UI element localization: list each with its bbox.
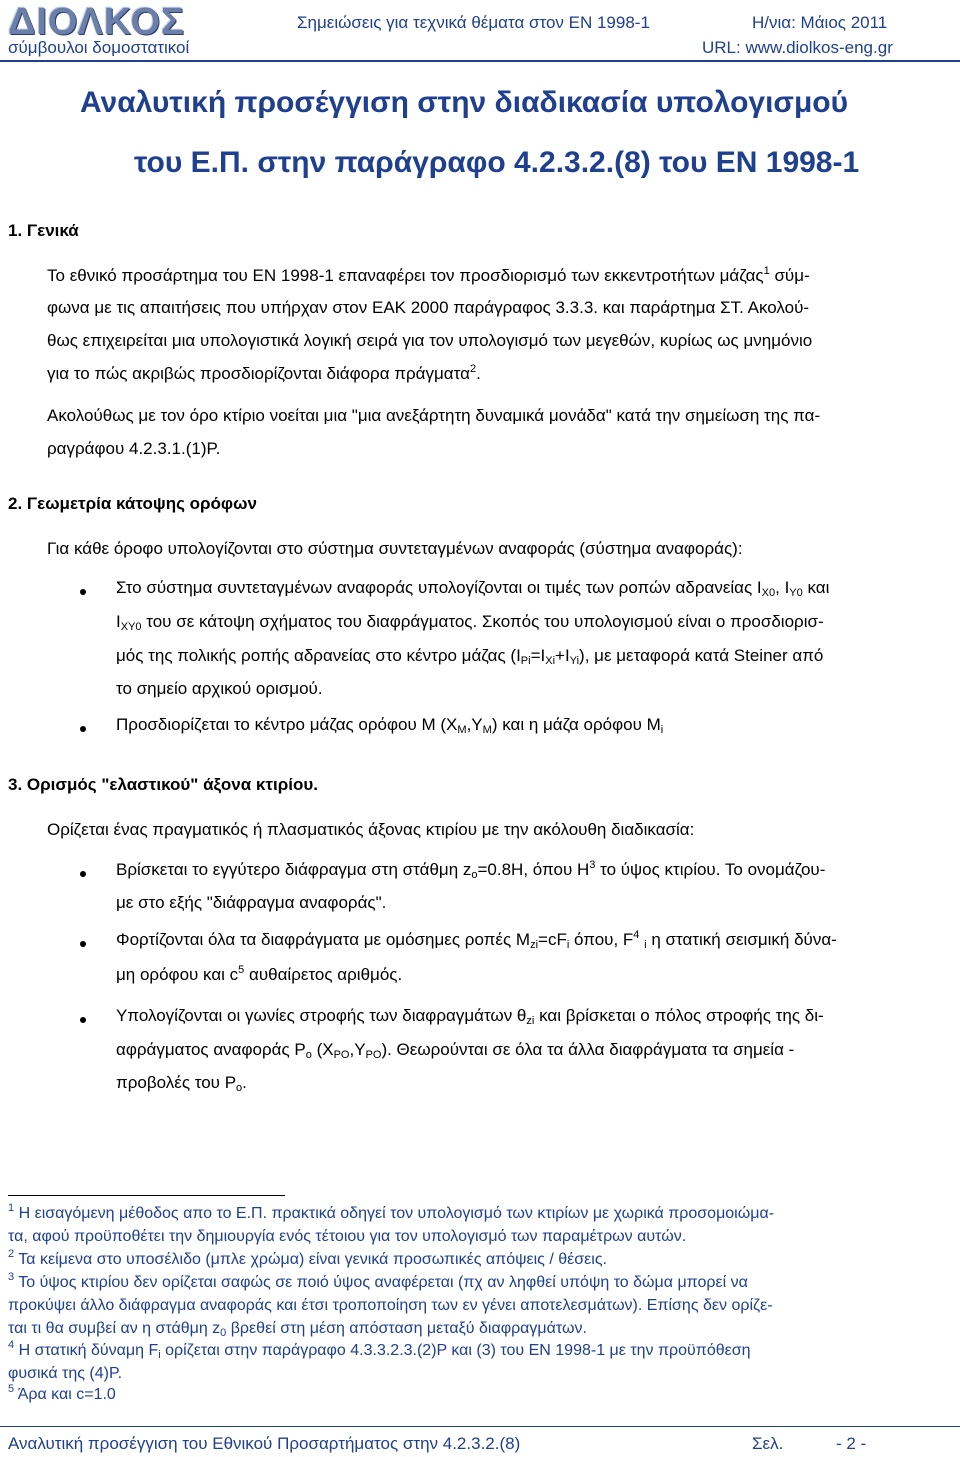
footnote-2: $^2$ Τα κείμενα στο υποσέλιδο (μπλε χρώμα) είναι γενικά προσωπικές απόψεις / θέσεις. — [8, 1248, 607, 1268]
header-url[interactable]: URL: www.diolkos-eng.gr — [702, 38, 893, 57]
bullet-icon — [80, 1017, 86, 1023]
footer-rule — [0, 1426, 960, 1427]
bullet-line: το σημείο αρχικού ορισμού. — [116, 679, 323, 698]
bullet-line: Φορτίζονται όλα τα διαφράγματα με ομόσημες ροπές $M_{zi}=cF_i$ όπου, $F^4$ $_i$ η στατική σεισμική δύνα- — [116, 929, 837, 951]
bullet-line: Στο σύστημα συντεταγμένων αναφοράς υπολογίζονται οι τιμές των ροπών αδρανείας $I_{X0}$, $I_{Y0}$ και — [116, 578, 830, 599]
footnote-4: $^4$ Η στατική δύναμη $F_i$ ορίζεται στην παράγραφο 4.3.3.2.3.(2)P και (3) του ΕΝ 1998-1 με την προϋπόθεση — [8, 1339, 751, 1361]
header-subject: Σημειώσεις για τεχνικά θέματα στον ΕΝ 1998-1 — [297, 13, 650, 32]
bullet-line: Προσδιορίζεται το κέντρο μάζας ορόφου Μ $(X_M,Y_M)$ και η μάζα ορόφου $M_i$ — [116, 715, 664, 736]
footnote-4-cont: φυσικά της (4)P. — [8, 1365, 123, 1382]
bullet-icon — [80, 871, 86, 877]
footer-text: Αναλυτική προσέγγιση του Εθνικού Προσαρτήματος στην 4.2.3.2.(8) — [8, 1434, 521, 1453]
page-title-line2: του Ε.Π. στην παράγραφο 4.2.3.2.(8) του ΕΝ 1998-1 — [134, 146, 860, 179]
bullet-line: αφράγματος αναφοράς $P_o$ $(X_{PO},Y_{PO})$. Θεωρούνται σε όλα τα άλλα διαφράγματα τα σημεία - — [116, 1040, 795, 1061]
header-date: Η/νια: Μάιος 2011 — [752, 13, 888, 32]
footnote-5: $^5$ Άρα και c=1.0 — [8, 1383, 116, 1403]
bullet-line: προβολές του $P_o$. — [116, 1073, 247, 1094]
bullet-line: με στο εξής "διάφραγμα αναφοράς". — [116, 893, 387, 912]
bullet-line: $I_{XY0}$ του σε κάτοψη σχήματος του διαφράγματος. Σκοπός του υπολογισμού είναι ο προσδιορισ- — [116, 612, 824, 633]
bullet-line: μη ορόφου και $c^5$ αυθαίρετος αριθμός. — [116, 964, 403, 984]
paragraph-line: για το πώς ακριβώς προσδιορίζονται διάφορα πράγματα$^2$. — [47, 363, 481, 383]
footnote-1: $^1$ Η εισαγόμενη μέθοδος απο το Ε.Π. πρακτικά οδηγεί τον υπολογισμό των κτιρίων με χωρικά προσομοιώμα- — [8, 1202, 775, 1222]
header-rule — [0, 60, 960, 62]
paragraph-line: Ακολούθως με τον όρο κτίριο νοείται μια "μια ανεξάρτητη δυναμικά μονάδα" κατά την σημείωση της πα- — [47, 406, 821, 425]
section-heading-general: 1. Γενικά — [8, 221, 79, 240]
footnote-separator — [8, 1195, 285, 1196]
page-title-line1: Αναλυτική προσέγγιση στην διαδικασία υπολογισμού — [80, 86, 849, 119]
paragraph-line: ραγράφου 4.2.3.1.(1)P. — [47, 439, 221, 458]
bullet-line: Βρίσκεται το εγγύτερο διάφραγμα στη στάθμη $z_o=0.8H$, όπου $H^3$ το ύψος κτιρίου. Το ονομάζου- — [116, 859, 826, 881]
company-logo: ΔΙΟΛΚΟΣ — [8, 1, 185, 43]
bullet-line: Υπολογίζονται οι γωνίες στροφής των διαφραγμάτων $\theta_{zi}$ και βρίσκεται ο πόλος στροφής της δι- — [116, 1006, 824, 1027]
bullet-icon — [80, 726, 86, 732]
paragraph-line: Ορίζεται ένας πραγματικός ή πλασματικός άξονας κτιρίου με την ακόλουθη διαδικασία: — [47, 820, 695, 839]
bullet-line: μός της πολικής ροπής αδρανείας στο κέντρο μάζας $(I_{Pi}=I_{Xi}+I_{Yi})$, με μεταφορά κατά Steiner από — [116, 646, 824, 667]
bullet-icon — [80, 941, 86, 947]
paragraph-line: Το εθνικό προσάρτημα του ΕΝ 1998-1 επαναφέρει τον προσδιορισμό των εκκεντροτήτων μάζας$^1$ σύμ- — [47, 265, 810, 285]
section-heading-elastic-axis: 3. Ορισμός "ελαστικού" άξονα κτιρίου. — [8, 775, 318, 794]
paragraph-line: θως επιχειρείται μια υπολογιστικά λογική σειρά για τον υπολογισμό των μεγεθών, κυρίως ως μνημόνιο — [47, 331, 813, 350]
paragraph-line: φωνα με τις απαιτήσεις που υπήρχαν στον ΕΑΚ 2000 παράγραφος 3.3.3. και παράρτημα ΣΤ. Ακολού- — [47, 298, 810, 317]
bullet-icon — [80, 589, 86, 595]
footnote-1-cont: τα, αφού προϋποθέτει την δημιουργία ενός τέτοιου για τον υπολογισμό των παραμέτρων αυτών. — [8, 1228, 687, 1245]
footnote-3: $^3$ Το ύψος κτιρίου δεν ορίζεται σαφώς σε ποιό ύψος αναφέρεται (πχ αν ληφθεί υπόψη το δώμα μπορεί να — [8, 1271, 748, 1291]
footnote-3-cont: προκύψει άλλο διάφραγμα αναφοράς και έτσι τροποποίηση των εν γένει αποτελεσμάτων). Επίσης δεν ορίζε- — [8, 1297, 773, 1314]
footnote-3-cont: ται τι θα συμβεί αν η στάθμη $z_0$ βρεθεί στη μέση απόσταση μεταξύ διαφραγμάτων. — [8, 1320, 587, 1339]
section-heading-geometry: 2. Γεωμετρία κάτοψης ορόφων — [8, 494, 257, 513]
footer-page-label: Σελ. — [752, 1434, 784, 1453]
paragraph-line: Για κάθε όροφο υπολογίζονται στο σύστημα συντεταγμένων αναφοράς (σύστημα αναφοράς): — [47, 539, 743, 558]
footer-page-number: - 2 - — [836, 1434, 867, 1453]
company-subtitle: σύμβουλοι δομοστατικοί — [8, 38, 190, 57]
